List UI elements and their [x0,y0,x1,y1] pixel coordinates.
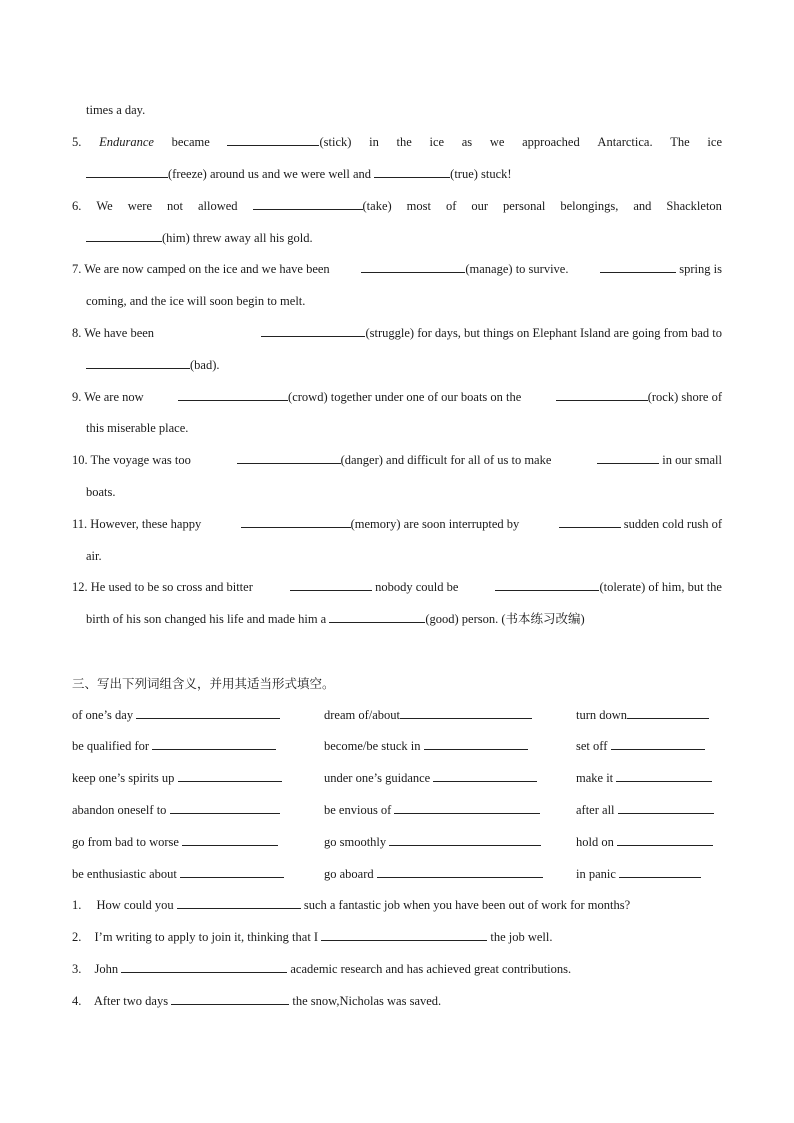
q11-line1: 11. However, these happy (memory) are soon interrupted by sudden cold rush of [72,517,722,531]
phrase-item: in panic [576,865,701,883]
q5-blank-3[interactable] [374,165,450,178]
s3-q3-blank[interactable] [121,960,287,973]
q5-number: 5. [72,135,82,149]
q4-continuation: times a day. [86,103,146,117]
phrase-item: go smoothly [324,833,541,851]
phrase-blank[interactable] [377,865,543,878]
q9-line1: 9. We are now (crowd) together under one of our boats on the (rock) shore of [72,390,722,404]
phrase-blank[interactable] [627,706,709,719]
phrase-blank[interactable] [136,706,280,719]
phrase-blank[interactable] [424,737,528,750]
s3-q3: 3. John academic research and has achieved great contributions. [72,962,572,976]
q12-line2: birth of his son changed his life and made him a (good) person. (书本练习改编) [86,612,585,626]
q5-line2: (freeze) around us and we were well and (true) stuck! [86,165,512,183]
q6-line2: (him) threw away all his gold. [86,229,313,247]
q5-line1: 5. Endurance became (stick) in the ice as we approached Antarctica. The ice [72,135,722,149]
phrase-blank[interactable] [618,801,714,814]
phrase-item: after all [576,801,714,819]
phrase-blank[interactable] [394,801,540,814]
section-3-heading: 三、写出下列词组含义，并用其适当形式填空。 [72,676,335,691]
q11-blank-2[interactable] [559,515,621,528]
phrase-item: hold on [576,833,713,851]
phrase-blank[interactable] [180,865,284,878]
q10-line1: 10. The voyage was too (danger) and difficult for all of us to make in our small [72,453,722,467]
phrase-item: go aboard [324,865,543,883]
phrase-blank[interactable] [389,833,541,846]
q5-blank-1[interactable] [227,133,319,146]
q12-blank-3[interactable] [329,610,425,623]
q9-blank-1[interactable] [178,388,288,401]
q10-blank-1[interactable] [237,451,341,464]
phrase-blank[interactable] [616,769,712,782]
q6-line1: 6. We were not allowed (take) most of our personal belongings, and Shackleton [72,199,722,213]
q12-blank-1[interactable] [290,578,372,591]
phrase-item: be enthusiastic about [72,865,284,883]
phrase-item: dream of/about [324,706,532,724]
q11-line2: air. [86,549,102,563]
s3-q2: 2. I’m writing to apply to join it, thinking that I the job well. [72,930,553,944]
s3-q2-blank[interactable] [321,928,487,941]
phrase-item: set off [576,737,705,755]
phrase-blank[interactable] [433,769,537,782]
q8-blank-1[interactable] [261,324,365,337]
q6-blank-2[interactable] [86,229,162,242]
q7-line1: 7. We are now camped on the ice and we have been (manage) to survive. spring is [72,262,722,276]
q9-line2: this miserable place. [86,421,189,435]
phrase-blank[interactable] [152,737,276,750]
phrase-item: keep one’s spirits up [72,769,282,787]
phrase-blank[interactable] [611,737,705,750]
phrase-blank[interactable] [170,801,280,814]
q7-blank-2[interactable] [600,260,676,273]
phrase-item: be qualified for [72,737,276,755]
q10-line2: boats. [86,485,116,499]
phrase-item: become/be stuck in [324,737,528,755]
q11-blank-1[interactable] [241,515,351,528]
phrase-item: go from bad to worse [72,833,278,851]
q5-blank-2[interactable] [86,165,168,178]
s3-q1-blank[interactable] [177,896,301,909]
q5-ship-name: Endurance [99,135,154,149]
phrase-blank[interactable] [400,706,532,719]
phrase-blank[interactable] [619,865,701,878]
q8-line2: (bad). [86,356,220,374]
q12-line1: 12. He used to be so cross and bitter nobody could be (tolerate) of him, but the [72,580,722,594]
q7-line2: coming, and the ice will soon begin to melt. [86,294,306,308]
phrase-item: of one’s day [72,706,280,724]
q7-blank-1[interactable] [361,260,465,273]
phrase-item: be envious of [324,801,540,819]
phrase-item: turn down [576,706,709,724]
s3-q1: 1. How could you such a fantastic job when you have been out of work for months? [72,898,631,912]
phrase-item: make it [576,769,712,787]
q12-blank-2[interactable] [495,578,599,591]
q9-blank-2[interactable] [556,388,648,401]
phrase-item: under one’s guidance [324,769,537,787]
s3-q4-blank[interactable] [171,992,289,1005]
s3-q4: 4. After two days the snow,Nicholas was saved. [72,994,442,1008]
q8-line1: 8. We have been (struggle) for days, but things on Elephant Island are going from bad to [72,326,722,340]
q6-blank-1[interactable] [253,197,363,210]
phrase-item: abandon oneself to [72,801,280,819]
q8-blank-2[interactable] [86,356,190,369]
phrase-blank[interactable] [178,769,282,782]
phrase-blank[interactable] [617,833,713,846]
q10-blank-2[interactable] [597,451,659,464]
phrase-blank[interactable] [182,833,278,846]
